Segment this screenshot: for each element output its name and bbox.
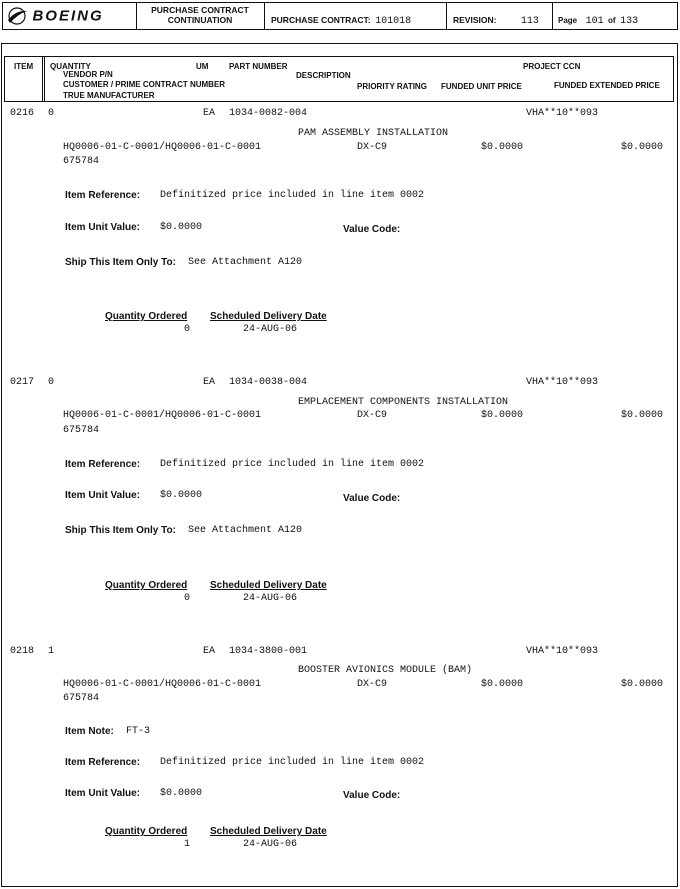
ship-to-label: Ship This Item Only To: [65,525,176,536]
value-code-label: Value Code: [343,224,401,235]
col-description: DESCRIPTION [296,71,351,80]
col-part-number: PART NUMBER [229,62,288,71]
item-number: 0216 [10,108,35,119]
item-part-number: 1034-0038-004 [229,377,308,388]
item-unit-value-label: Item Unit Value: [65,490,141,501]
page-value: 101 [585,16,604,27]
item-unit-price: $0.0000 [481,410,524,421]
page-field [558,10,638,28]
qty-ordered-value: 1 [184,839,191,850]
revision-label: REVISION: [453,15,497,25]
of-label: of [608,16,616,25]
col-funded-extended-price: FUNDED EXTENDED PRICE [554,81,660,90]
item-description: PAM ASSEMBLY INSTALLATION [298,128,449,139]
delivery-date-value: 24-AUG-06 [243,324,298,335]
scheduled-delivery-label: Scheduled Delivery Date [210,311,327,322]
scheduled-delivery-label: Scheduled Delivery Date [210,826,327,837]
contract-field [271,10,411,28]
doc-type-line2: CONTINUATION [167,15,233,25]
header-divider-3 [446,2,447,30]
item-unit-value: $0.0000 [160,788,203,799]
qty-ordered-value: 0 [184,593,191,604]
contract-label: PURCHASE CONTRACT: [271,15,371,25]
item-part-number: 1034-3800-001 [229,646,308,657]
scheduled-delivery-label: Scheduled Delivery Date [210,580,327,591]
value-code-label: Value Code: [343,493,401,504]
contract-value: 101018 [375,16,412,27]
item-project-ccn: VHA**10**093 [526,646,599,657]
item-contract: HQ0006-01-C-0001/HQ0006-01-C-0001 [63,410,262,421]
ship-to-value: See Attachment A120 [188,257,303,268]
col-funded-unit-price: FUNDED UNIT PRICE [441,82,522,91]
item-description: BOOSTER AVIONICS MODULE (BAM) [298,665,473,676]
col-item: ITEM [14,62,34,71]
item-priority: DX-C9 [357,679,388,690]
item-um: EA [203,377,216,388]
item-number: 0218 [10,646,35,657]
col-project-ccn: PROJECT CCN [523,62,581,71]
item-note-label: Item Note: [65,726,114,737]
item-manufacturer: 675784 [63,156,100,167]
page-total: 133 [620,16,639,27]
value-code-label: Value Code: [343,790,401,801]
item-reference-value: Definitized price included in line item 0002 [160,757,425,768]
item-unit-price: $0.0000 [481,142,524,153]
revision-value: 113 [520,16,539,27]
ship-to-label: Ship This Item Only To: [65,257,176,268]
boeing-logo [6,6,104,26]
delivery-date-value: 24-AUG-06 [243,593,298,604]
logo-text: BOEING [32,7,104,25]
col-quantity: QUANTITY [50,62,91,71]
item-project-ccn: VHA**10**093 [526,377,599,388]
col-priority-rating: PRIORITY RATING [357,82,427,91]
item-number: 0217 [10,377,35,388]
item-quantity: 0 [48,377,55,388]
qty-ordered-value: 0 [184,324,191,335]
quantity-ordered-label: Quantity Ordered [105,311,188,322]
item-um: EA [203,108,216,119]
item-reference-label: Item Reference: [65,190,141,201]
item-reference-label: Item Reference: [65,459,141,470]
item-quantity: 0 [48,108,55,119]
revision-field [453,10,539,28]
item-um: EA [203,646,216,657]
item-unit-value: $0.0000 [160,222,203,233]
col-true-manufacturer: TRUE MANUFACTURER [63,91,155,100]
quantity-ordered-label: Quantity Ordered [105,826,188,837]
ship-to-value: See Attachment A120 [188,525,303,536]
doc-type-line1: PURCHASE CONTRACT [151,5,249,15]
item-ext-price: $0.0000 [621,410,664,421]
col-um: UM [196,62,209,71]
item-contract: HQ0006-01-C-0001/HQ0006-01-C-0001 [63,142,262,153]
item-ext-price: $0.0000 [621,679,664,690]
header-divider-2 [264,2,265,30]
item-priority: DX-C9 [357,142,388,153]
item-unit-price: $0.0000 [481,679,524,690]
item-manufacturer: 675784 [63,693,100,704]
col-vendor-pn: VENDOR P/N [63,70,113,79]
item-quantity: 1 [48,646,55,657]
item-reference-label: Item Reference: [65,757,141,768]
item-unit-value: $0.0000 [160,490,203,501]
item-unit-value-label: Item Unit Value: [65,788,141,799]
quantity-ordered-label: Quantity Ordered [105,580,188,591]
item-ext-price: $0.0000 [621,142,664,153]
item-manufacturer: 675784 [63,425,100,436]
item-part-number: 1034-0082-004 [229,108,308,119]
item-contract: HQ0006-01-C-0001/HQ0006-01-C-0001 [63,679,262,690]
col-customer-contract: CUSTOMER / PRIME CONTRACT NUMBER [63,80,226,89]
item-priority: DX-C9 [357,410,388,421]
header-divider-4 [552,2,553,30]
item-project-ccn: VHA**10**093 [526,108,599,119]
item-unit-value-label: Item Unit Value: [65,222,141,233]
item-reference-value: Definitized price included in line item 0002 [160,459,425,470]
item-note-value: FT-3 [126,726,151,737]
column-header-divider [42,56,45,102]
item-reference-value: Definitized price included in line item 0002 [160,190,425,201]
item-description: EMPLACEMENT COMPONENTS INSTALLATION [298,397,509,408]
boeing-symbol-icon [6,6,28,26]
delivery-date-value: 24-AUG-06 [243,839,298,850]
header-divider-1 [136,2,137,30]
page-label: Page [558,16,578,25]
